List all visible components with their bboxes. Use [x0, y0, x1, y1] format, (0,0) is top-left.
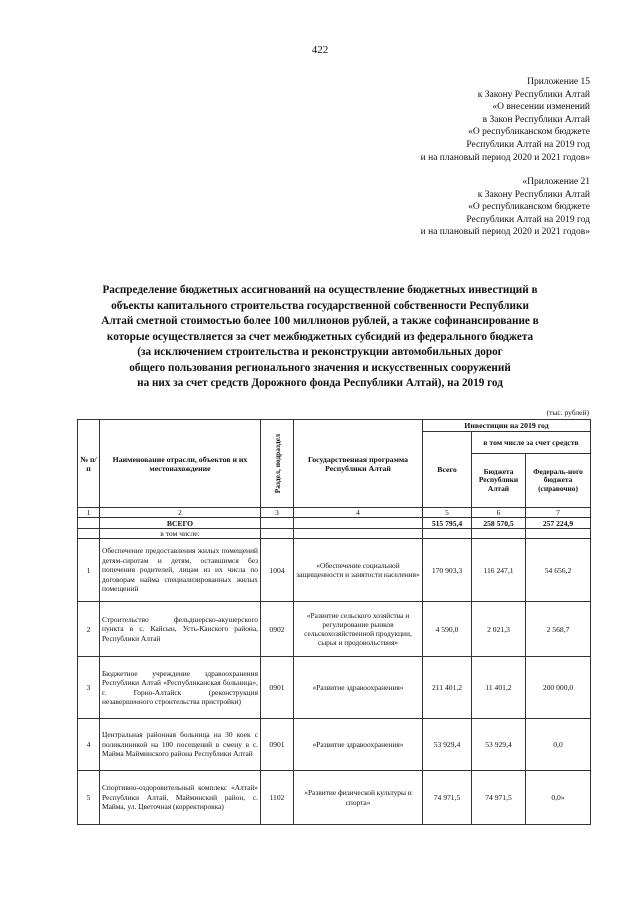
row-num: 4	[78, 719, 100, 771]
row-name: Центральная районная больница на 30 коек с поликлиникой на 100 посещений в смену в с. Майма Майминского района Республики Алтай	[100, 719, 261, 771]
row-name: Бюджетное учреждение здравоохранения Республики Алтай «Республиканская больница», г. Горно-Алтайск (реконструкция незавершенного строительства пристройки)	[100, 657, 261, 719]
row-federal: 2 568,7	[526, 602, 591, 657]
title-line: на них за счет средств Дорожного фонда Республики Алтай), на 2019 год	[137, 377, 503, 389]
col-number: 3	[261, 508, 294, 518]
header-program: Государственная программа Республики Алтай	[294, 420, 423, 508]
appendix-line: и на плановый период 2020 и 2021 годов»	[420, 152, 590, 163]
table-row	[78, 719, 591, 771]
table-row	[78, 539, 591, 602]
page-number: 422	[311, 44, 329, 56]
row-section: 1004	[261, 539, 294, 602]
total-row	[78, 518, 591, 529]
row-section: 0901	[261, 719, 294, 771]
header-num: № п/п	[78, 420, 100, 508]
col-number: 4	[294, 508, 423, 518]
row-republic: 11 401,2	[472, 657, 526, 719]
total-republic: 258 570,5	[472, 518, 526, 529]
row-program: «Развитие здравоохранения»	[294, 657, 423, 719]
header-investments: Инвестиции на 2019 год	[423, 420, 591, 432]
title-line: (за исключением строительства и реконструкции автомобильных дорог	[137, 346, 503, 358]
total-label: ВСЕГО	[100, 518, 261, 529]
col-number: 5	[423, 508, 472, 518]
appendix-line: «О внесении изменений	[492, 102, 590, 113]
header-section	[261, 420, 294, 508]
table-row	[78, 602, 591, 657]
title-line: объекты капитального строительства государственной собственности Республики	[111, 299, 529, 312]
units-label: (тыс. рублей)	[546, 408, 589, 417]
header-section-text: Раздел, подраздел	[272, 433, 282, 494]
budget-table	[77, 419, 591, 825]
header-republic: Бюджета Республики Алтай	[472, 454, 526, 508]
table-row	[78, 657, 591, 719]
title-line: которые осуществляется за счет межбюджетных субсидий из федерального бюджета	[106, 330, 534, 343]
total-federal: 257 224,9	[526, 518, 591, 529]
including-label: в том числе:	[100, 529, 261, 539]
row-federal: 0,0»	[526, 771, 591, 825]
title-line: Распределение бюджетных ассигнований на осуществление бюджетных инвестиций в	[102, 284, 538, 296]
col-number: 2	[100, 508, 261, 518]
row-program: «Развитие сельского хозяйства и регулирование рынков сельскохозяйственной продукции, сырья и продовольствия»	[294, 602, 423, 657]
row-total: 170 903,3	[423, 539, 472, 602]
col-number: 6	[472, 508, 526, 518]
row-republic: 2 021,3	[472, 602, 526, 657]
col-number: 1	[78, 508, 100, 518]
header-including: в том числе за счет средств	[472, 432, 591, 454]
row-federal: 54 656,2	[526, 539, 591, 602]
row-total: 4 590,0	[423, 602, 472, 657]
document-title	[40, 283, 600, 392]
header-federal: Федераль-ного бюджета (справочно)	[526, 454, 591, 508]
row-total: 53 929,4	[423, 719, 472, 771]
title-line: Алтай сметной стоимостью более 100 миллионов рублей, а также софинансирование в	[101, 315, 539, 327]
appendix-line: к Закону Республики Алтай	[477, 89, 590, 100]
appendix-line: «О республиканском бюджете	[468, 127, 590, 138]
row-total: 211 401,2	[423, 657, 472, 719]
table-row	[78, 771, 591, 825]
row-program: «Развитие физической культуры и спорта»	[294, 771, 423, 825]
row-federal: 0,0	[526, 719, 591, 771]
appendix-line: Республики Алтай на 2019 год	[466, 214, 590, 225]
col-number: 7	[526, 508, 591, 518]
header-name: Наименование отрасли, объектов и их местонахождение	[100, 420, 261, 508]
appendix-15-header	[421, 76, 590, 164]
appendix-21-header	[421, 176, 590, 239]
total-sum: 515 795,4	[423, 518, 472, 529]
row-num: 2	[78, 602, 100, 657]
row-num: 1	[78, 539, 100, 602]
title-line: общего пользования регионального значения и искусственных сооружений	[129, 361, 511, 374]
appendix-line: в Закон Республики Алтай	[482, 114, 590, 125]
row-total: 74 971,5	[423, 771, 472, 825]
row-republic: 74 971,5	[472, 771, 526, 825]
row-name: Строительство фельдшерско-акушерского пункта в с. Кайсын, Усть-Канского района, Республики Алтай	[100, 602, 261, 657]
appendix-line: и на плановый период 2020 и 2021 годов»	[420, 227, 590, 238]
row-federal: 200 000,0	[526, 657, 591, 719]
appendix-line: «Приложение 21	[522, 177, 590, 187]
row-name: Спортивно-оздоровительный комплекс «Алтай» Республики Алтай, Майминский район, с. Майма, ул. Цветочная (корректировка)	[100, 771, 261, 825]
row-section: 1102	[261, 771, 294, 825]
row-section: 0902	[261, 602, 294, 657]
row-num: 5	[78, 771, 100, 825]
row-republic: 116 247,1	[472, 539, 526, 602]
row-name: Обеспечение предоставления жилых помещений детям-сиротам и детям, оставшимся без попечения родителей, лицам из их числа по договорам найма специализированных жилых помещений	[100, 539, 261, 602]
appendix-line: к Закону Республики Алтай	[477, 189, 590, 200]
appendix-line: Республики Алтай на 2019 год	[466, 139, 590, 150]
row-section: 0901	[261, 657, 294, 719]
row-republic: 53 929,4	[472, 719, 526, 771]
appendix-line: «О республиканском бюджете	[468, 202, 590, 213]
header-total: Всего	[423, 432, 472, 508]
appendix-line: Приложение 15	[527, 77, 590, 87]
row-program: «Обеспечение социальной защищенности и занятости населения»	[294, 539, 423, 602]
column-numbers-row	[78, 508, 591, 518]
row-num: 3	[78, 657, 100, 719]
including-row	[78, 529, 591, 539]
row-program: «Развитие здравоохранения»	[294, 719, 423, 771]
